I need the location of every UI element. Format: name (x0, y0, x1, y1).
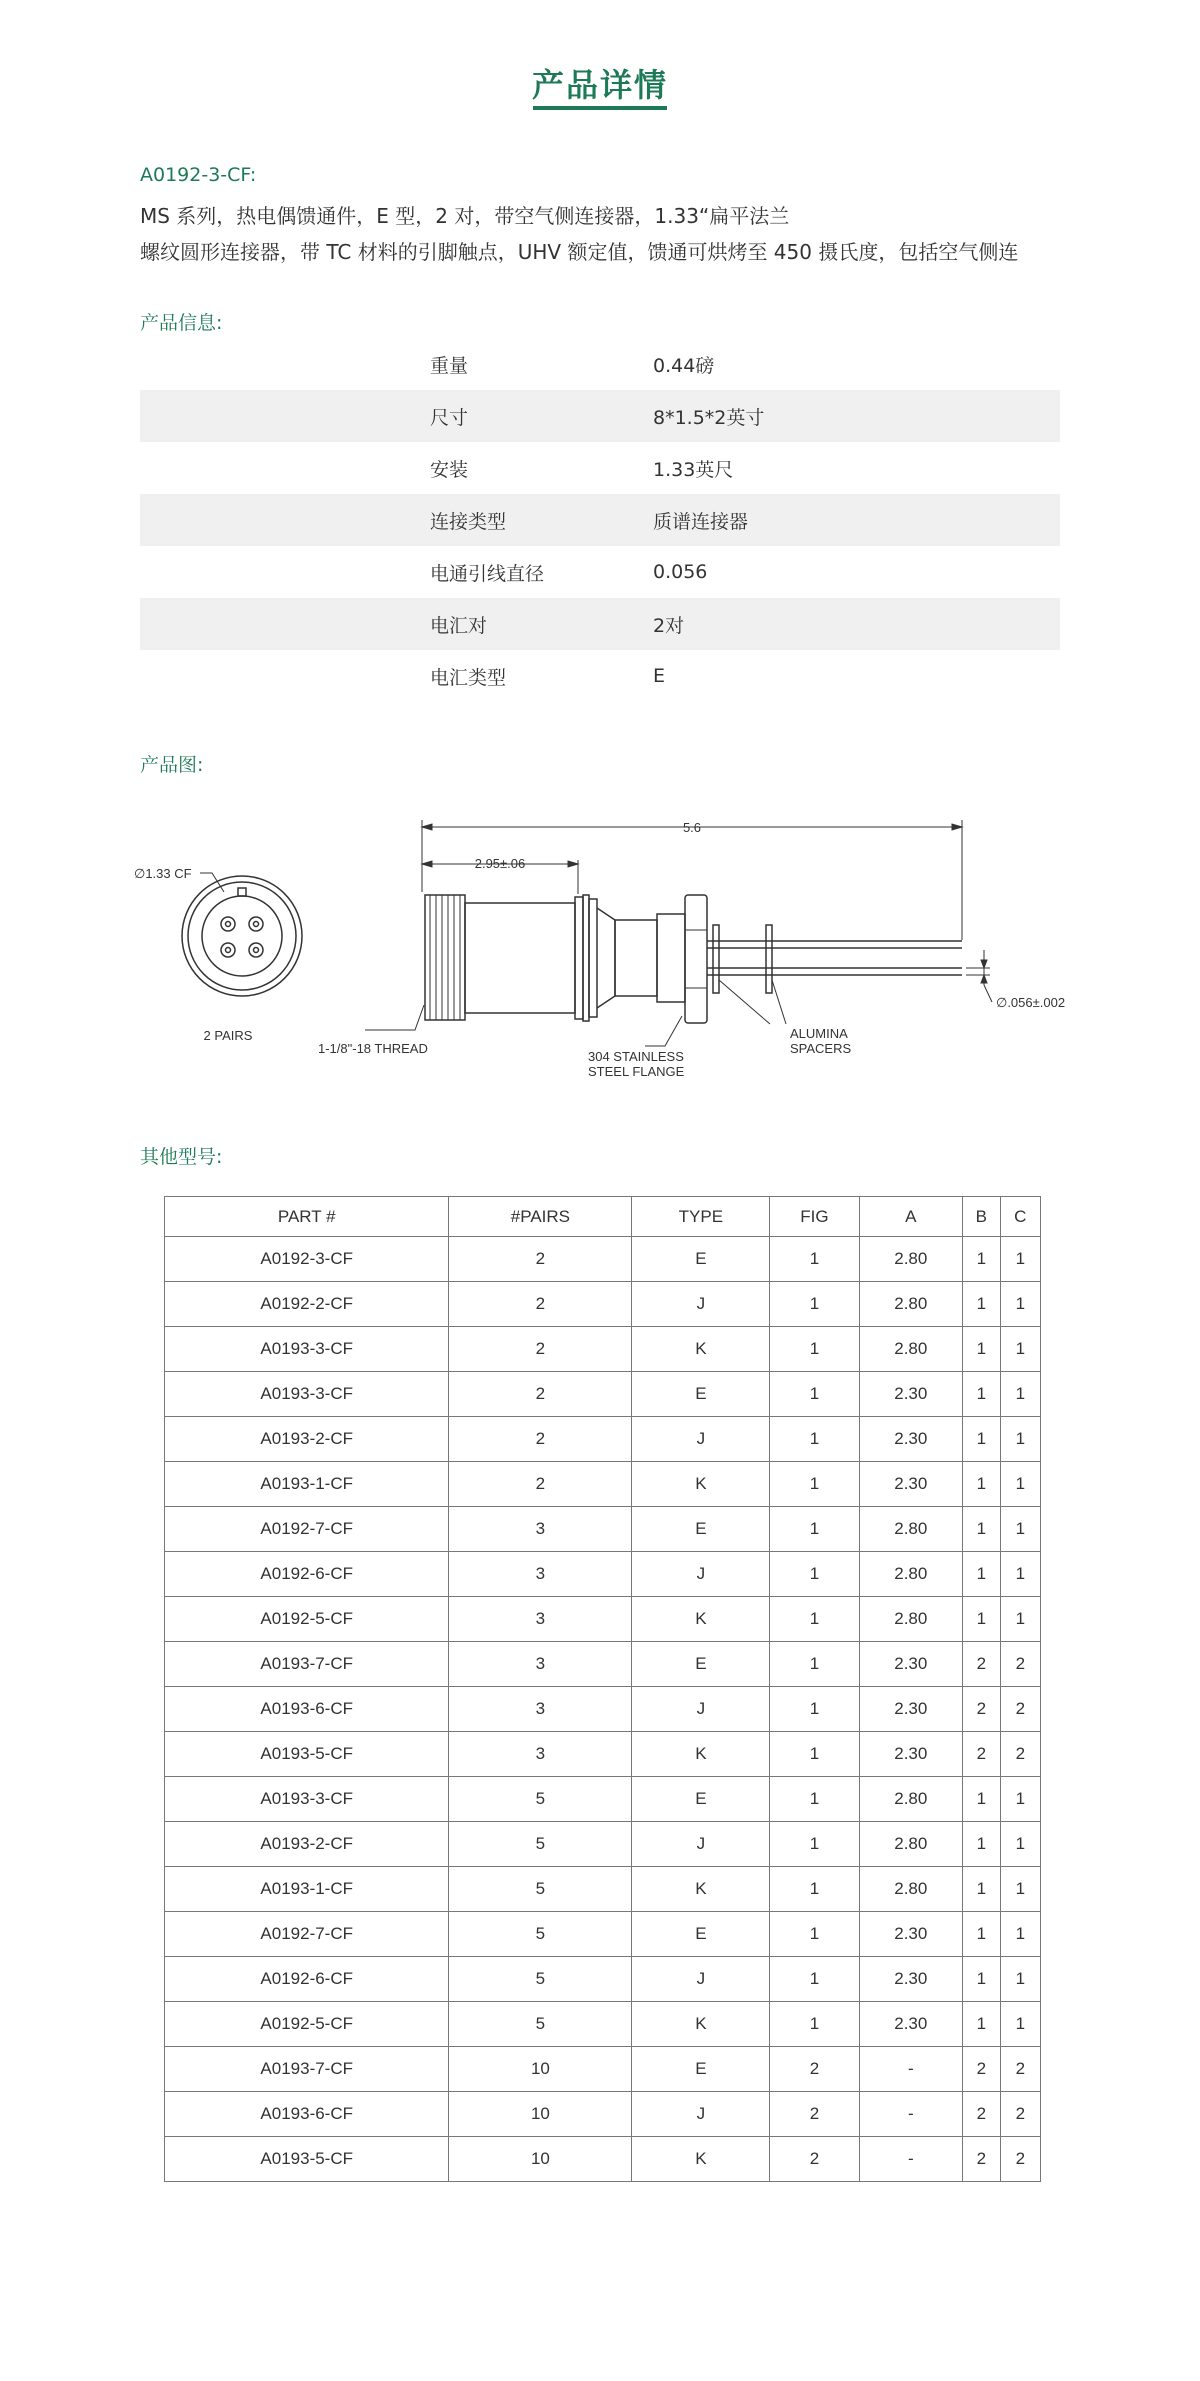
table-cell: K (632, 1327, 770, 1372)
title-underline (533, 106, 667, 110)
table-cell: A0193-5-CF (165, 2137, 449, 2182)
spec-name: 电汇对 (430, 614, 488, 637)
table-cell: 5 (449, 1957, 632, 2002)
table-cell: 1 (1000, 1867, 1040, 1912)
table-cell: 1 (770, 1957, 859, 2002)
table-cell: 1 (1000, 1417, 1040, 1462)
dim-total-length: 5.6 (682, 820, 702, 835)
models-header-row (165, 1197, 1041, 1237)
table-cell: 2 (963, 1687, 1001, 1732)
steel-flange-label-1: 304 STAINLESS (588, 1049, 684, 1064)
table-cell: 1 (770, 1417, 859, 1462)
table-row (165, 1687, 1041, 1732)
table-cell: A0192-6-CF (165, 1552, 449, 1597)
table-cell: - (859, 2047, 963, 2092)
table-cell: 2.30 (859, 1462, 963, 1507)
table-cell: 1 (963, 1462, 1001, 1507)
table-cell: 3 (449, 1507, 632, 1552)
table-cell: 5 (449, 2002, 632, 2047)
thread-label: 1-1/8"-18 THREAD (318, 1041, 428, 1056)
table-cell: 1 (770, 1327, 859, 1372)
table-cell: 1 (963, 1327, 1001, 1372)
table-cell: 3 (449, 1732, 632, 1777)
table-row (165, 1237, 1041, 1282)
table-row (165, 1282, 1041, 1327)
table-cell: - (859, 2137, 963, 2182)
table-cell: 2.30 (859, 1642, 963, 1687)
table-cell: 1 (770, 1237, 859, 1282)
table-cell: A0192-7-CF (165, 1912, 449, 1957)
table-row (165, 2047, 1041, 2092)
table-cell: A0193-1-CF (165, 1462, 449, 1507)
table-cell: 2.30 (859, 1732, 963, 1777)
model-label: A0192-3-CF: (140, 164, 257, 186)
table-cell: 2 (770, 2092, 859, 2137)
spec-name: 尺寸 (430, 406, 469, 429)
table-cell: A0193-7-CF (165, 1642, 449, 1687)
table-cell: 1 (770, 1597, 859, 1642)
table-row (165, 1597, 1041, 1642)
spec-value: E (653, 665, 666, 687)
steel-flange-label-2: STEEL FLANGE (588, 1064, 685, 1079)
spec-row (140, 546, 1060, 598)
table-row (165, 2002, 1041, 2047)
info-label: 产品信息: (140, 312, 223, 334)
dimension-lines (365, 820, 992, 1046)
table-cell: 2 (449, 1372, 632, 1417)
table-cell: 1 (770, 1912, 859, 1957)
spec-name: 连接类型 (430, 510, 507, 533)
table-row (165, 1822, 1041, 1867)
table-cell: 1 (770, 1282, 859, 1327)
table-cell: 2.80 (859, 1597, 963, 1642)
table-cell: 1 (1000, 1282, 1040, 1327)
description-line-2: 螺纹圆形连接器，带 TC 材料的引脚触点，UHV 额定值，馈通可烘烤至 450 摄氏度，包括空气侧连 (140, 240, 1019, 264)
table-cell: 2 (1000, 2047, 1040, 2092)
spec-name: 重量 (430, 354, 469, 377)
product-drawing (120, 800, 1080, 1090)
table-cell: 1 (1000, 1777, 1040, 1822)
table-cell: 2 (1000, 1687, 1040, 1732)
table-cell: A0193-1-CF (165, 1867, 449, 1912)
table-cell: 2 (1000, 1642, 1040, 1687)
table-row (165, 1777, 1041, 1822)
spec-name: 安装 (430, 458, 469, 481)
table-cell: A0192-5-CF (165, 1597, 449, 1642)
table-cell: A0193-3-CF (165, 1777, 449, 1822)
column-header: C (1000, 1197, 1040, 1237)
table-cell: A0192-3-CF (165, 1237, 449, 1282)
table-cell: 2.80 (859, 1327, 963, 1372)
feedthrough-side-view (425, 895, 962, 1023)
table-cell: 2.30 (859, 1912, 963, 1957)
table-cell: A0193-6-CF (165, 2092, 449, 2137)
table-cell: 3 (449, 1642, 632, 1687)
table-cell: A0193-5-CF (165, 1732, 449, 1777)
table-cell: J (632, 1822, 770, 1867)
flange-diameter-label: ∅1.33 CF (134, 866, 192, 881)
table-cell: 1 (1000, 1597, 1040, 1642)
table-cell: 2 (770, 2137, 859, 2182)
table-cell: J (632, 1282, 770, 1327)
spec-value: 质谱连接器 (653, 510, 749, 533)
table-cell: 2.30 (859, 2002, 963, 2047)
table-cell: K (632, 1867, 770, 1912)
table-cell: 2.30 (859, 1372, 963, 1417)
table-cell: J (632, 1552, 770, 1597)
table-cell: 2 (1000, 2137, 1040, 2182)
dim-body-length: 2.95±.06 (474, 856, 526, 871)
table-cell: 1 (770, 1732, 859, 1777)
table-cell: 2 (1000, 1732, 1040, 1777)
table-row (165, 2092, 1041, 2137)
description-line-1: MS 系列，热电偶馈通件，E 型，2 对，带空气侧连接器，1.33“扁平法兰 (140, 204, 790, 228)
table-row (165, 1552, 1041, 1597)
table-cell: 1 (1000, 2002, 1040, 2047)
spec-value: 1.33英尺 (653, 458, 734, 481)
table-cell: A0192-7-CF (165, 1507, 449, 1552)
table-cell: 1 (963, 1417, 1001, 1462)
table-cell: 1 (1000, 1462, 1040, 1507)
table-cell: 1 (770, 1687, 859, 1732)
table-cell: K (632, 2137, 770, 2182)
table-cell: 1 (963, 1507, 1001, 1552)
table-cell: 1 (963, 1867, 1001, 1912)
table-cell: 1 (770, 1552, 859, 1597)
table-cell: 2 (963, 2137, 1001, 2182)
table-cell: A0192-6-CF (165, 1957, 449, 2002)
table-cell: J (632, 1957, 770, 2002)
column-header: PART # (165, 1197, 449, 1237)
table-cell: 1 (770, 1642, 859, 1687)
table-cell: 1 (1000, 1912, 1040, 1957)
table-cell: 2 (963, 1642, 1001, 1687)
table-cell: 1 (963, 2002, 1001, 2047)
dim-wire-diameter: ∅.056±.002 (996, 995, 1066, 1010)
pairs-label: 2 PAIRS (203, 1028, 253, 1043)
table-cell: 3 (449, 1552, 632, 1597)
table-cell: A0193-7-CF (165, 2047, 449, 2092)
table-cell: 1 (963, 1237, 1001, 1282)
table-cell: 2 (1000, 2092, 1040, 2137)
table-row (165, 1912, 1041, 1957)
table-row (165, 1372, 1041, 1417)
table-row (165, 1417, 1041, 1462)
table-cell: 1 (963, 1597, 1001, 1642)
table-cell: 1 (770, 1867, 859, 1912)
table-row (165, 1642, 1041, 1687)
table-cell: 2 (449, 1237, 632, 1282)
table-cell: 2 (449, 1417, 632, 1462)
table-cell: 1 (963, 1552, 1001, 1597)
table-cell: 1 (963, 1822, 1001, 1867)
table-cell: 1 (1000, 1237, 1040, 1282)
table-cell: A0193-3-CF (165, 1327, 449, 1372)
spec-row (140, 494, 1060, 546)
table-row (165, 1957, 1041, 2002)
figure-label: 产品图: (140, 754, 204, 776)
spec-value: 0.056 (653, 561, 708, 583)
table-cell: 1 (1000, 1507, 1040, 1552)
table-cell: E (632, 1507, 770, 1552)
table-cell: 5 (449, 1822, 632, 1867)
table-cell: 2 (963, 1732, 1001, 1777)
table-cell: 10 (449, 2092, 632, 2137)
table-cell: E (632, 1372, 770, 1417)
column-header: FIG (770, 1197, 859, 1237)
table-cell: A0193-2-CF (165, 1822, 449, 1867)
table-cell: 1 (963, 1777, 1001, 1822)
spec-row (140, 598, 1060, 650)
table-cell: K (632, 1597, 770, 1642)
table-cell: 10 (449, 2137, 632, 2182)
table-cell: A0192-5-CF (165, 2002, 449, 2047)
table-cell: 3 (449, 1687, 632, 1732)
table-row (165, 1732, 1041, 1777)
table-cell: 1 (770, 1777, 859, 1822)
table-cell: 2 (963, 2092, 1001, 2137)
table-cell: 2 (963, 2047, 1001, 2092)
table-cell: 1 (1000, 1372, 1040, 1417)
table-cell: 2.80 (859, 1282, 963, 1327)
table-cell: A0193-2-CF (165, 1417, 449, 1462)
table-cell: 1 (963, 1372, 1001, 1417)
table-cell: 2.30 (859, 1957, 963, 2002)
table-cell: J (632, 1687, 770, 1732)
table-row (165, 1867, 1041, 1912)
table-cell: E (632, 1912, 770, 1957)
table-cell: E (632, 2047, 770, 2092)
table-cell: 2.80 (859, 1777, 963, 1822)
spec-row (140, 390, 1060, 442)
table-cell: A0192-2-CF (165, 1282, 449, 1327)
table-cell: A0193-3-CF (165, 1372, 449, 1417)
table-cell: J (632, 2092, 770, 2137)
table-cell: 2.30 (859, 1417, 963, 1462)
column-header: A (859, 1197, 963, 1237)
spec-value: 0.44磅 (653, 354, 715, 377)
spec-row (140, 650, 1060, 702)
column-header: TYPE (632, 1197, 770, 1237)
table-cell: - (859, 2092, 963, 2137)
table-cell: E (632, 1777, 770, 1822)
table-cell: 2.30 (859, 1687, 963, 1732)
table-cell: 3 (449, 1597, 632, 1642)
table-cell: 2 (449, 1282, 632, 1327)
table-cell: 2 (770, 2047, 859, 2092)
table-cell: 1 (770, 1372, 859, 1417)
table-row (165, 1462, 1041, 1507)
table-cell: 2 (449, 1327, 632, 1372)
table-row (165, 2137, 1041, 2182)
spec-name: 电通引线直径 (430, 562, 545, 585)
table-cell: K (632, 1462, 770, 1507)
table-cell: 2.80 (859, 1552, 963, 1597)
column-header: #PAIRS (449, 1197, 632, 1237)
table-cell: 1 (963, 1912, 1001, 1957)
spec-value: 8*1.5*2英寸 (653, 406, 765, 429)
table-cell: 1 (770, 1462, 859, 1507)
table-cell: E (632, 1237, 770, 1282)
alumina-label-1: ALUMINA (790, 1026, 848, 1041)
table-cell: 2.80 (859, 1867, 963, 1912)
table-cell: 5 (449, 1912, 632, 1957)
models-table (164, 1196, 1041, 2182)
table-cell: 1 (963, 1957, 1001, 2002)
table-cell: J (632, 1417, 770, 1462)
spec-value: 2对 (653, 614, 685, 637)
table-cell: 2 (449, 1462, 632, 1507)
table-row (165, 1327, 1041, 1372)
column-header: B (963, 1197, 1001, 1237)
table-cell: 1 (1000, 1822, 1040, 1867)
table-cell: E (632, 1642, 770, 1687)
table-cell: 1 (770, 1507, 859, 1552)
table-cell: 5 (449, 1867, 632, 1912)
table-cell: 2.80 (859, 1822, 963, 1867)
spec-row (140, 442, 1060, 494)
connector-end-view (182, 876, 302, 996)
table-cell: K (632, 1732, 770, 1777)
table-cell: 10 (449, 2047, 632, 2092)
other-models-label: 其他型号: (140, 1146, 223, 1168)
alumina-label-2: SPACERS (790, 1041, 852, 1056)
table-cell: 5 (449, 1777, 632, 1822)
table-row (165, 1507, 1041, 1552)
table-cell: 1 (1000, 1327, 1040, 1372)
table-cell: 1 (1000, 1957, 1040, 2002)
table-cell: 2.80 (859, 1507, 963, 1552)
table-cell: 1 (1000, 1552, 1040, 1597)
table-cell: 1 (770, 2002, 859, 2047)
table-cell: A0193-6-CF (165, 1687, 449, 1732)
table-cell: K (632, 2002, 770, 2047)
spec-name: 电汇类型 (430, 666, 507, 689)
table-cell: 2.80 (859, 1237, 963, 1282)
page-title: 产品详情 (531, 66, 668, 104)
table-cell: 1 (770, 1822, 859, 1867)
table-cell: 1 (963, 1282, 1001, 1327)
spec-row (140, 338, 1060, 390)
spec-table (140, 338, 1060, 702)
